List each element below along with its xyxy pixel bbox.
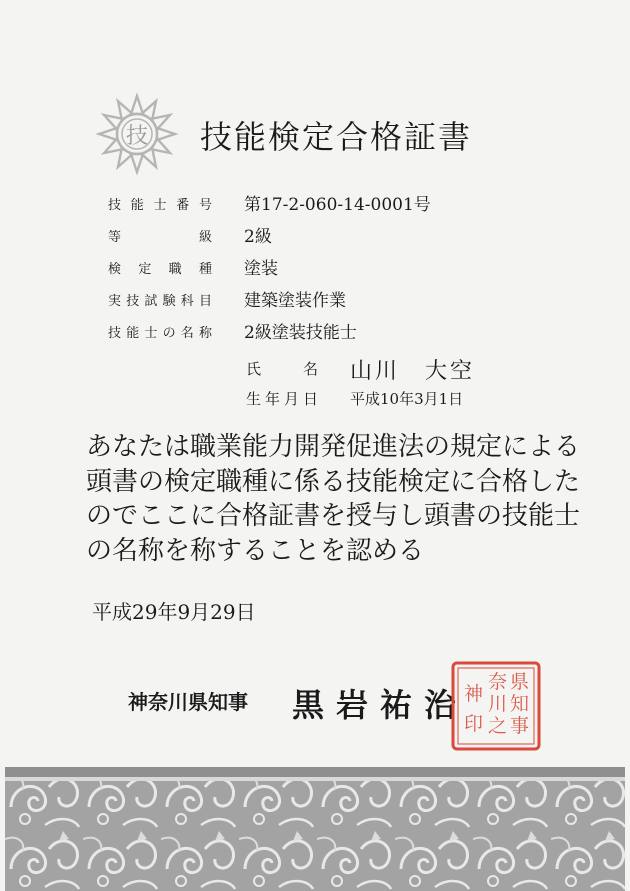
field-label: 技能士番号 [108,198,212,213]
issue-date: 平成29年9月29日 [92,600,256,624]
issuer-name: 黒岩祐治 [292,686,469,724]
holder-name-label: 氏名 [246,360,318,378]
field-label: 等級 [108,230,212,245]
emblem-character: 技 [125,124,149,149]
certificate-title: 技能検定合格証書 [200,118,473,156]
svg-text:知: 知 [510,693,530,715]
field-value: 第17-2-060-14-0001号 [244,195,431,215]
holder-name: 山川 大空 [350,359,476,384]
field-value: 2級 [244,227,272,247]
field-label: 技能士の名称 [108,326,212,341]
statement-line: のでここに合格証書を授与し頭書の技能士 [86,501,581,531]
decorative-border-pattern [5,767,625,891]
svg-text:印: 印 [464,713,484,735]
statement-line: 頭書の検定職種に係る技能検定に合格した [86,466,581,497]
issuer-title: 神奈川県知事 [128,690,248,714]
svg-text:事: 事 [510,715,530,737]
svg-text:川: 川 [488,693,508,715]
official-seal-icon [450,660,542,752]
holder-dob: 平成10年3月1日 [350,390,464,408]
field-label: 実技試験科目 [108,294,212,309]
svg-text:奈: 奈 [488,671,508,693]
svg-text:神: 神 [464,683,484,705]
prefecture-emblem-icon [96,93,178,175]
field-value: 塗装 [244,259,278,279]
statement-line: の名称を称することを認める [86,535,425,566]
certification-statement [86,430,586,568]
svg-text:県: 県 [510,671,530,693]
holder-dob-label: 生年月日 [246,390,318,408]
field-label: 検定職種 [108,262,212,277]
svg-text:之: 之 [488,715,508,737]
field-value: 2級塗装技能士 [244,323,357,343]
field-value: 建築塗装作業 [244,291,346,311]
statement-line: あなたは職業能力開発促進法の規定による [86,432,581,462]
